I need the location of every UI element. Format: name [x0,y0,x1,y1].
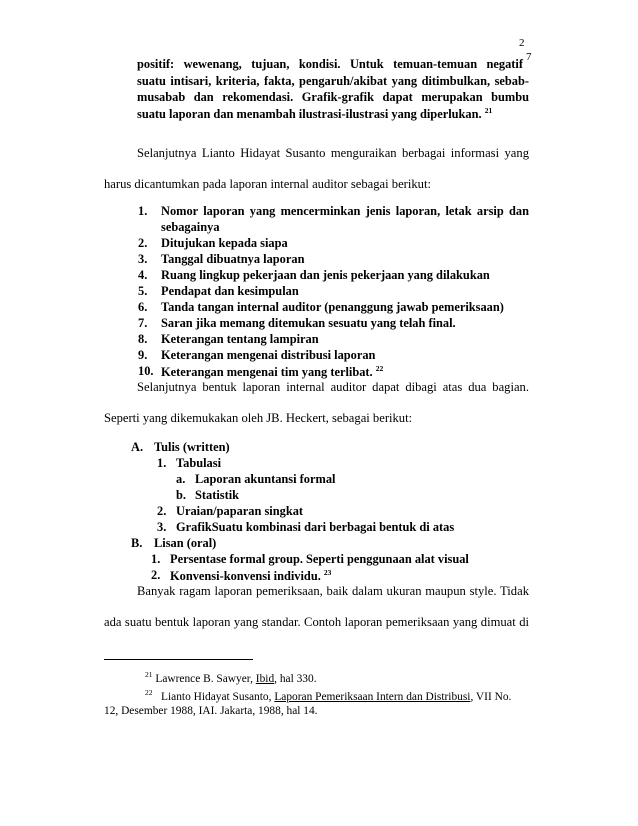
list-number: 9. [138,348,148,362]
footnote-22-line2: 12, Desember 1988, IAI. Jakarta, 1988, hal 14. [104,705,318,717]
footnote-text: Lianto Hidayat Susanto, [161,691,275,703]
list-item-last [161,364,383,380]
quote-line: musabab dan rekomendasi. Grafik-grafik dapat merupakan bumbu [137,90,529,104]
outline-text: Lisan (oral) [154,536,217,550]
list-item-text: Ditujukan kepada siapa [161,236,288,250]
footnote-text: , hal 330. [274,673,317,685]
list-item-text: Ruang lingkup pekerjaan dan jenis pekerjaan yang dilakukan [161,268,490,282]
footnote-ref: 21 [484,106,493,115]
footnote-citation: Laporan Pemeriksaan Intern dan Distribusi [274,691,471,703]
page-number-line2: 7 [526,51,532,63]
footnote-text: , VII No. [470,691,512,703]
footnote-21 [145,670,317,685]
quote-line: suatu intisari, kriteria, fakta, pengaruh/akibat yang ditimbulkan, sebab- [137,74,529,88]
page-number-line1: 2 [519,37,525,49]
outline-text: Konvensi-konvensi individu. [170,569,321,583]
outline-label: B. [131,536,143,550]
outline-number: 2. [151,568,161,582]
outline-last [170,568,331,584]
list-number: 6. [138,300,148,314]
outline-text: Tabulasi [176,456,222,470]
list-item-text: Keterangan tentang lampiran [161,332,319,346]
list-item-text: Saran jika memang ditemukan sesuatu yang telah final. [161,316,456,330]
outline-number: 1. [151,552,161,566]
list-number: 4. [138,268,148,282]
footnote-citation: Ibid [255,673,275,685]
footnote-text: Lawrence B. Sawyer, [155,673,256,685]
outline-text: Tulis (written) [154,440,230,454]
list-number: 8. [138,332,148,346]
outline-text: Statistik [195,488,240,502]
footnote-number: 22 [145,688,153,697]
quote-line-text: suatu laporan dan menambah ilustrasi-ilustrasi yang diperlukan. [137,107,482,121]
footnote-divider [104,659,253,660]
list-number: 1. [138,204,148,218]
paragraph-line: Selanjutnya Lianto Hidayat Susanto menguraikan berbagai informasi yang [137,146,529,160]
list-number: 3. [138,252,148,266]
list-item-text: Keterangan mengenai tim yang terlibat. [161,365,373,379]
list-item-text: Pendapat dan kesimpulan [161,284,299,298]
list-number: 7. [138,316,148,330]
paragraph-line: Selanjutnya bentuk laporan internal auditor dapat dibagi atas dua bagian. [137,380,529,394]
outline-number: 2. [157,504,167,518]
outline-letter: b. [176,488,186,502]
quote-line-last [137,106,492,122]
outline-number: 1. [157,456,167,470]
outline-text: GrafikSuatu kombinasi dari berbagai bentuk di atas [176,520,455,534]
outline-letter: a. [176,472,186,486]
list-number: 5. [138,284,148,298]
list-item-text: Tanggal dibuatnya laporan [161,252,305,266]
outline-text: Persentase formal group. Seperti penggunaan alat visual [170,552,469,566]
list-number: 2. [138,236,148,250]
paragraph-line: harus dicantumkan pada laporan internal auditor sebagai berikut: [104,177,431,191]
paragraph-line: Seperti yang dikemukakan oleh JB. Heckert, sebagai berikut: [104,411,413,425]
footnote-number: 21 [145,670,153,679]
outline-text: Laporan akuntansi formal [195,472,336,486]
footnote-ref: 23 [323,568,332,577]
outline-text: Uraian/paparan singkat [176,504,304,518]
paragraph-line: ada suatu bentuk laporan yang standar. Contoh laporan pemeriksaan yang dimuat di [104,615,529,629]
footnote-22 [145,688,511,703]
list-item-continuation: sebagainya [161,220,220,234]
list-number: 10. [138,364,154,378]
list-item-text: Tanda tangan internal auditor (penanggung jawab pemeriksaan) [161,300,504,314]
list-item-text: Nomor laporan yang mencerminkan jenis laporan, letak arsip dan [161,204,529,218]
outline-label: A. [131,440,144,454]
list-item-text: Keterangan mengenai distribusi laporan [161,348,376,362]
paragraph-line: Banyak ragam laporan pemeriksaan, baik dalam ukuran maupun style. Tidak [137,584,529,598]
footnote-ref: 22 [375,364,384,373]
quote-line: positif: wewenang, tujuan, kondisi. Untuk temuan-temuan negatif [137,57,523,71]
outline-number: 3. [157,520,167,534]
